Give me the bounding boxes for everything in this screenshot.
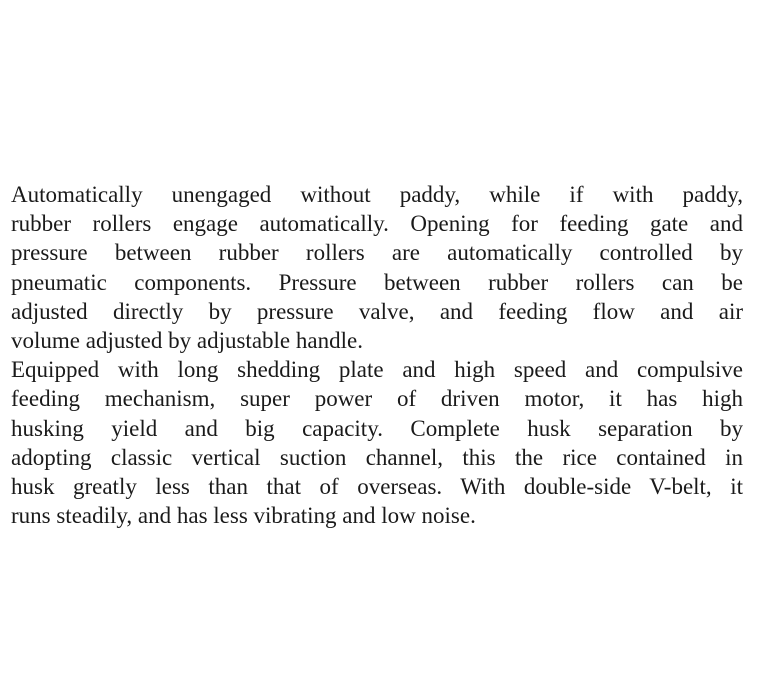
- text-line: pneumatic components. Pressure between rubber rollers can be: [11, 269, 743, 295]
- text-line: runs steadily, and has less vibrating and low noise.: [11, 503, 476, 529]
- text-line: pressure between rubber rollers are automatically controlled by: [11, 240, 743, 266]
- text-line: feeding mechanism, super power of driven motor, it has high: [11, 386, 743, 412]
- text-line: volume adjusted by adjustable handle.: [11, 327, 363, 353]
- text-line: adjusted directly by pressure valve, and feeding flow and air: [11, 298, 743, 324]
- text-line: husk greatly less than that of overseas. With double-side V-belt, it: [11, 473, 743, 499]
- description-text: [11, 180, 743, 530]
- text-line: adopting classic vertical suction channel, this the rice contained in: [11, 444, 743, 470]
- paragraph-equipment: [11, 355, 743, 530]
- text-line: Equipped with long shedding plate and high speed and compulsive: [11, 357, 743, 383]
- text-line: husking yield and big capacity. Complete husk separation by: [11, 415, 743, 441]
- text-line: rubber rollers engage automatically. Opening for feeding gate and: [11, 211, 743, 237]
- paragraph-auto-engage: [11, 180, 743, 355]
- text-line: Automatically unengaged without paddy, while if with paddy,: [11, 182, 743, 207]
